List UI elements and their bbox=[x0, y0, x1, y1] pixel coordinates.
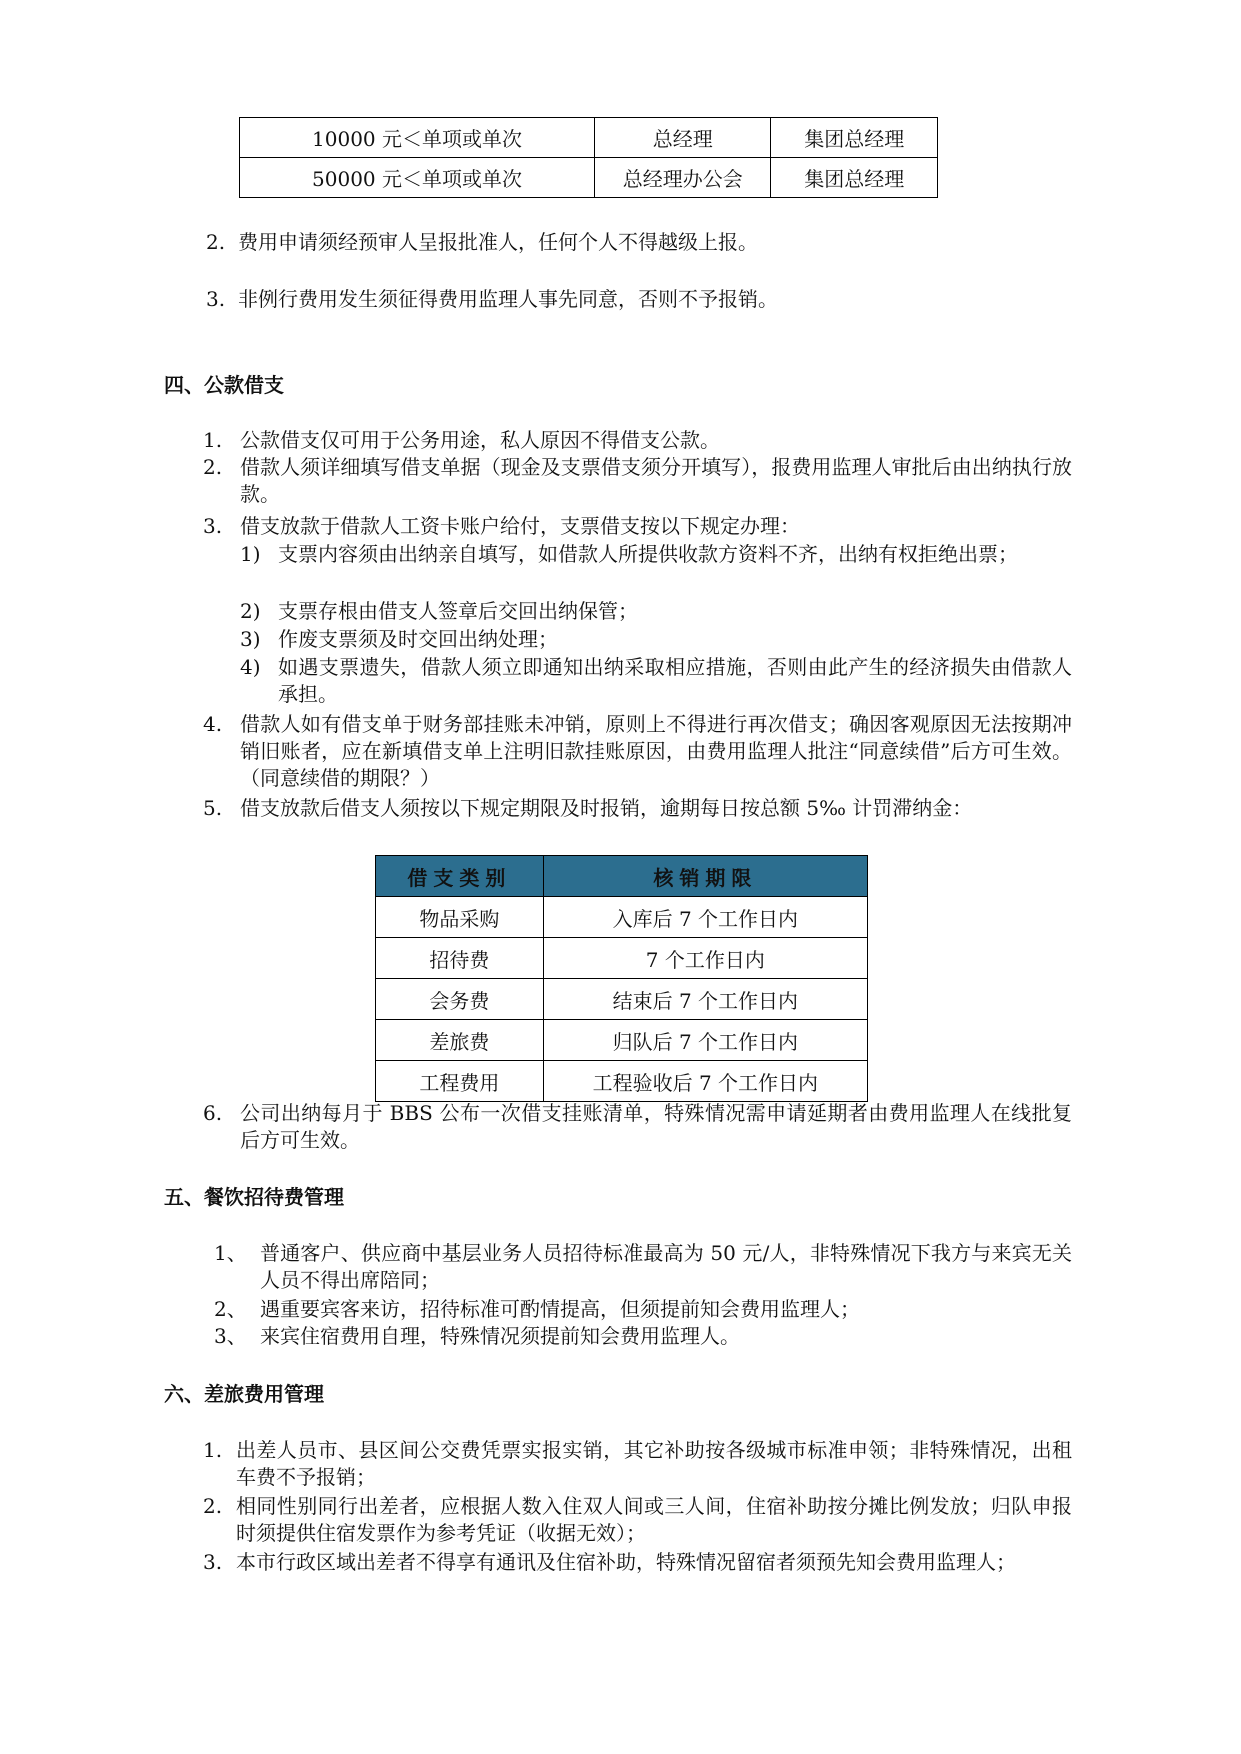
table-cell: 集团总经理 bbox=[771, 118, 938, 158]
sublist-item: 如遇支票遗失，借款人须立即通知出纳采取相应措施，否则由此产生的经济损失由借款人承担。 bbox=[278, 655, 1072, 706]
table-row bbox=[240, 158, 938, 198]
list-number: 2. bbox=[203, 1494, 223, 1518]
table-row bbox=[376, 897, 868, 938]
table-header: 借支类别 bbox=[376, 856, 544, 897]
sublist-number: 3) bbox=[240, 627, 261, 651]
table-cell: 招待费 bbox=[376, 938, 544, 979]
sublist-item: 支票内容须由出纳亲自填写，如借款人所提供收款方资料不齐，出纳有权拒绝出票； bbox=[278, 542, 1018, 566]
list-number: 3. bbox=[206, 287, 226, 311]
list-item: 借款人如有借支单于财务部挂账未冲销，原则上不得进行再次借支；确因客观原因无法按期冲销旧账者，应在新填借支单上注明旧款挂账原因，由费用监理人批注“同意续借”后方可生效。（同意续借的期限？） bbox=[240, 712, 1072, 790]
table-row bbox=[376, 1020, 868, 1061]
list-number: 3、 bbox=[214, 1324, 247, 1348]
table-cell: 会务费 bbox=[376, 979, 544, 1020]
sublist-number: 1) bbox=[240, 542, 261, 566]
table-cell: 物品采购 bbox=[376, 897, 544, 938]
list-number: 4. bbox=[203, 712, 223, 736]
section-heading: 六、差旅费用管理 bbox=[164, 1382, 324, 1406]
deadline-table bbox=[375, 855, 868, 1102]
table-cell: 工程验收后 7 个工作日内 bbox=[543, 1061, 867, 1102]
sublist-number: 4) bbox=[240, 655, 261, 679]
list-item: 来宾住宿费用自理，特殊情况须提前知会费用监理人。 bbox=[260, 1324, 740, 1348]
list-item: 借款人须详细填写借支单据（现金及支票借支须分开填写），报费用监理人审批后由出纳执行放款。 bbox=[240, 455, 1072, 506]
table-cell: 总经理 bbox=[595, 118, 771, 158]
table-cell: 集团总经理 bbox=[771, 158, 938, 198]
table-row bbox=[240, 118, 938, 158]
list-number: 2、 bbox=[214, 1297, 247, 1321]
list-number: 3. bbox=[203, 514, 223, 538]
sublist-number: 2) bbox=[240, 599, 261, 623]
list-number: 6. bbox=[203, 1101, 223, 1125]
list-item: 非例行费用发生须征得费用监理人事先同意，否则不予报销。 bbox=[238, 287, 778, 311]
section-heading: 四、公款借支 bbox=[164, 373, 284, 397]
list-item: 普通客户、供应商中基层业务人员招待标准最高为 50 元/人，非特殊情况下我方与来宾无关人员不得出席陪同； bbox=[260, 1241, 1072, 1292]
table-cell: 差旅费 bbox=[376, 1020, 544, 1061]
sublist-item: 作废支票须及时交回出纳处理； bbox=[278, 627, 558, 651]
table-cell: 工程费用 bbox=[376, 1061, 544, 1102]
table-row bbox=[376, 979, 868, 1020]
list-number: 1. bbox=[203, 428, 223, 452]
list-number: 2. bbox=[206, 230, 226, 254]
table-row bbox=[376, 1061, 868, 1102]
list-item: 出差人员市、县区间公交费凭票实报实销，其它补助按各级城市标准申领；非特殊情况，出租车费不予报销； bbox=[236, 1438, 1072, 1489]
list-item: 本市行政区域出差者不得享有通讯及住宿补助，特殊情况留宿者须预先知会费用监理人； bbox=[236, 1550, 1016, 1574]
table-header-row bbox=[376, 856, 868, 897]
table-cell: 10000 元＜单项或单次 bbox=[240, 118, 595, 158]
table-cell: 结束后 7 个工作日内 bbox=[543, 979, 867, 1020]
list-item: 借支放款于借款人工资卡账户给付，支票借支按以下规定办理： bbox=[240, 514, 800, 538]
table-header: 核销期限 bbox=[543, 856, 867, 897]
section-heading: 五、餐饮招待费管理 bbox=[164, 1185, 344, 1209]
list-number: 1. bbox=[203, 1438, 223, 1462]
list-number: 3. bbox=[203, 1550, 223, 1574]
list-number: 5. bbox=[203, 796, 223, 820]
list-item: 费用申请须经预审人呈报批准人，任何个人不得越级上报。 bbox=[238, 230, 758, 254]
table-cell: 入库后 7 个工作日内 bbox=[543, 897, 867, 938]
table-cell: 归队后 7 个工作日内 bbox=[543, 1020, 867, 1061]
list-item: 遇重要宾客来访，招待标准可酌情提高，但须提前知会费用监理人； bbox=[260, 1297, 860, 1321]
list-item: 相同性别同行出差者，应根据人数入住双人间或三人间，住宿补助按分摊比例发放；归队申报时须提供住宿发票作为参考凭证（收据无效）； bbox=[236, 1494, 1072, 1545]
table-cell: 总经理办公会 bbox=[595, 158, 771, 198]
list-item: 公司出纳每月于 BBS 公布一次借支挂账清单，特殊情况需申请延期者由费用监理人在线批复后方可生效。 bbox=[240, 1101, 1072, 1152]
table-cell: 7 个工作日内 bbox=[543, 938, 867, 979]
approval-table bbox=[239, 117, 938, 198]
list-number: 1、 bbox=[214, 1241, 247, 1265]
list-item: 借支放款后借支人须按以下规定期限及时报销，逾期每日按总额 5‰ 计罚滞纳金： bbox=[240, 796, 973, 820]
list-item: 公款借支仅可用于公务用途，私人原因不得借支公款。 bbox=[240, 428, 720, 452]
sublist-item: 支票存根由借支人签章后交回出纳保管； bbox=[278, 599, 638, 623]
table-cell: 50000 元＜单项或单次 bbox=[240, 158, 595, 198]
list-number: 2. bbox=[203, 455, 223, 479]
table-row bbox=[376, 938, 868, 979]
